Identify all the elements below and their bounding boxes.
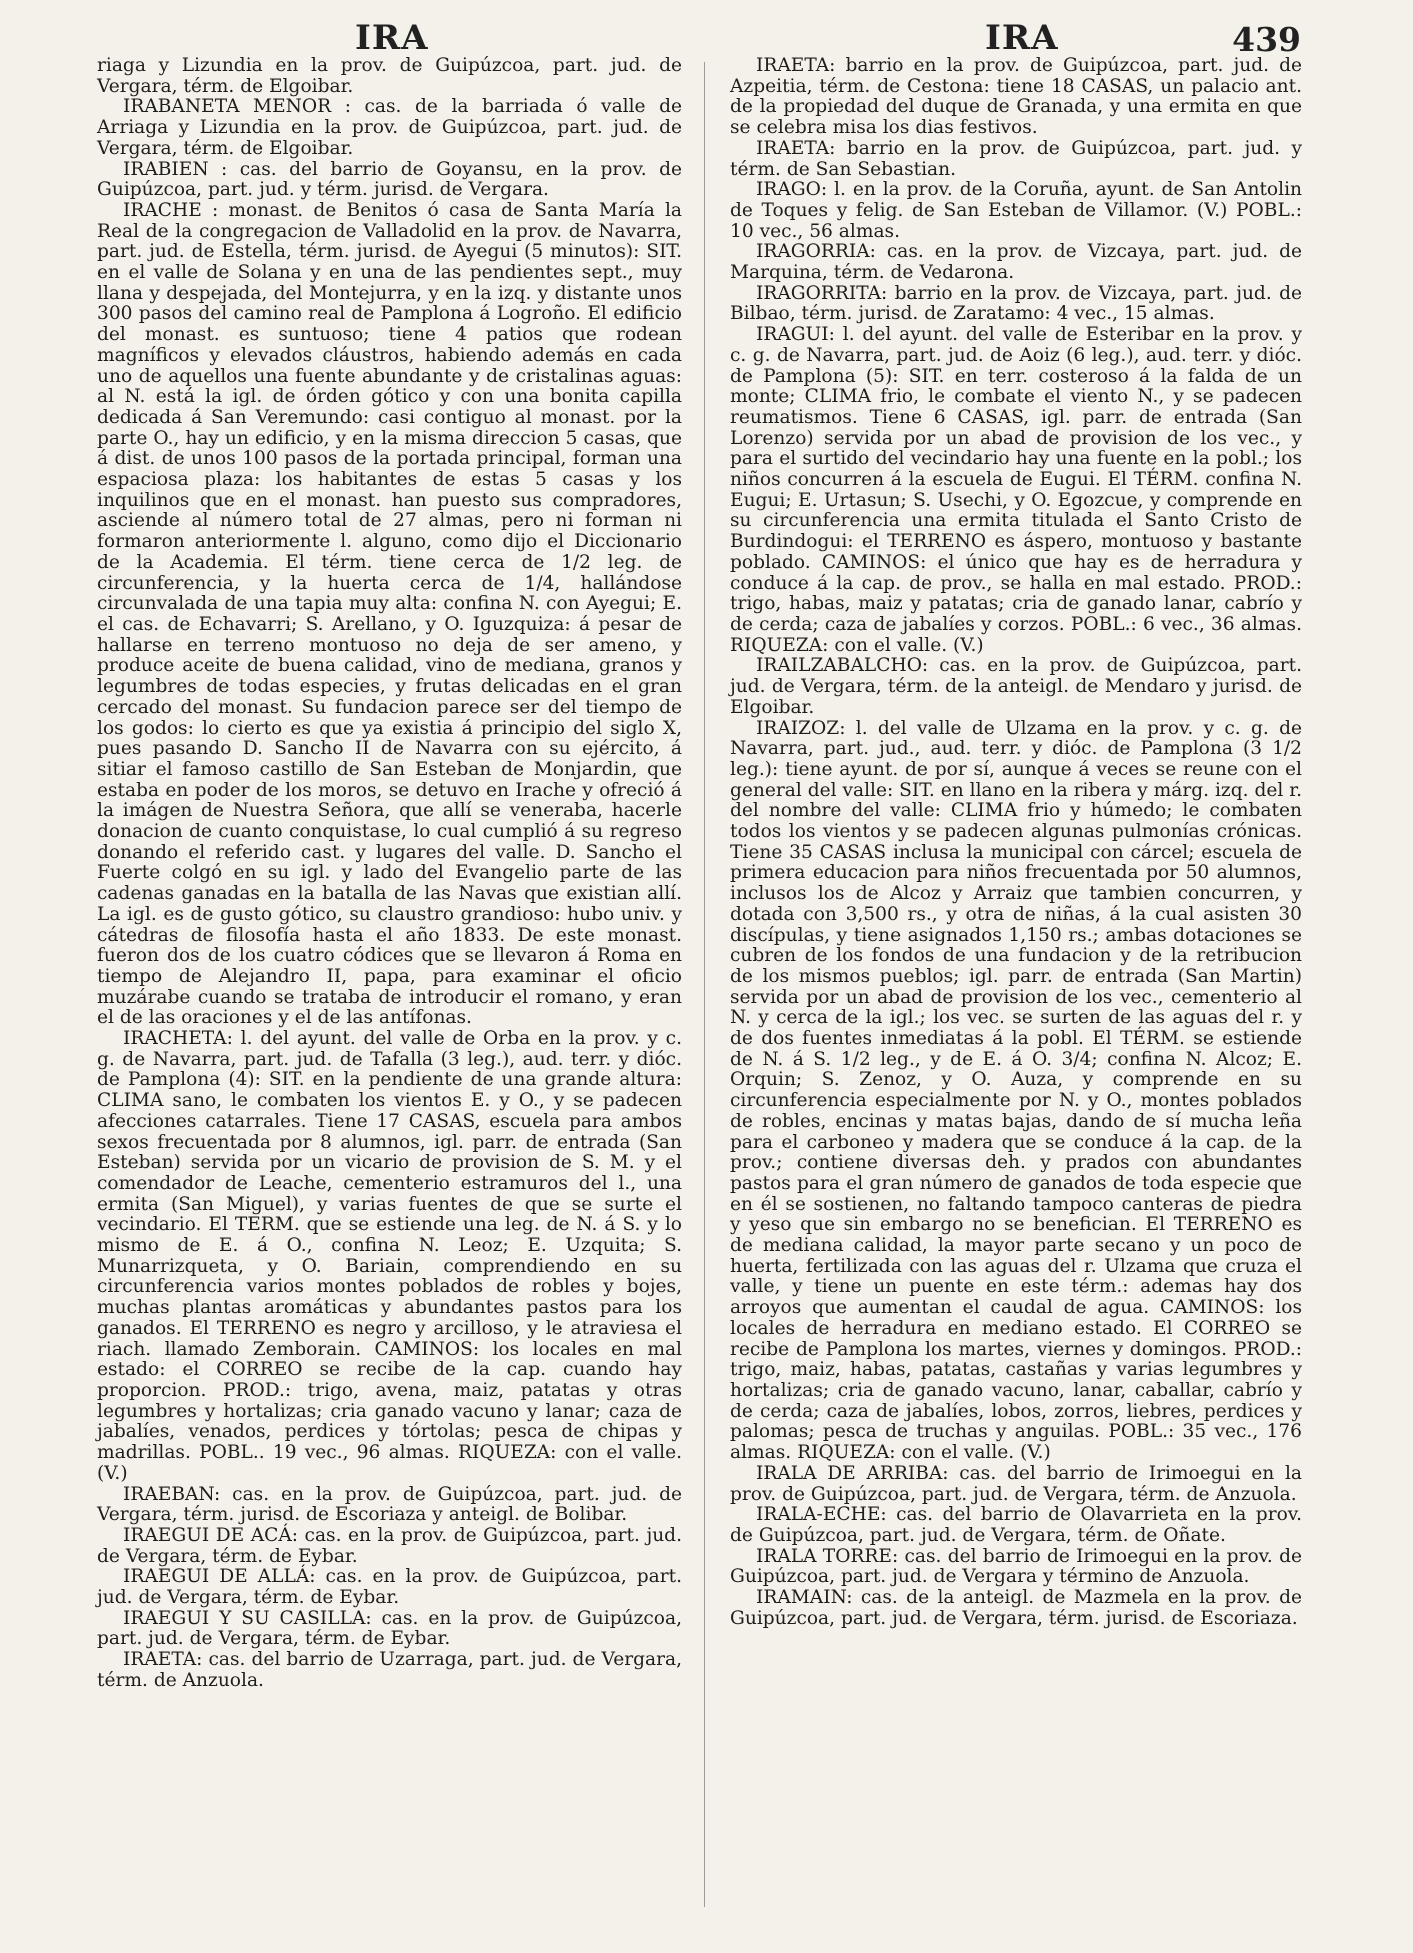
entry-irala-torre: IRALA TORRE: cas. del barrio de Irimoegui en la prov. de Guipúzcoa, part. jud. de Vergara y término de Anzuola. (730, 1545, 1302, 1588)
column-divider (704, 62, 705, 1907)
entry-iraeta-uzarraga: IRAETA: cas. del barrio de Uzarraga, part. jud. de Vergara, térm. de Anzuola. (97, 1649, 682, 1691)
entry-irala-de-arriba: IRALA DE ARRIBA: cas. del barrio de Irimoegui en la prov. de Guipúzcoa, part. jud. de Vergara, térm. de Anzuola. (730, 1462, 1302, 1505)
entry-iragui: IRAGUI: l. del ayunt. del valle de Esteribar en la prov. y c. g. de Navarra, part. jud. de Aoiz (6 leg.), aud. terr. y dióc. de Pamplona (5): SIT. en terr. costeroso á la falda de un monte; CLIMA frio, le combate el viento N., y se padecen reumatismos. Tiene 6 CASAS, igl. parr. de entrada (San Lorenzo) servida por un abad de provision de los vec., y para el surtido del vecindario hay una fuente en la pobl.; los niños concurren á la escuela de Eugui. El TÉRM. confina N. Eugui; E. Urtasun; S. Usechi, y O. Egozcue, y comprende en su circunferencia una ermita titulada el Santo Cristo de Burdindogui: el TERRENO es áspero, montuoso y bastante poblado. CAMINOS: el único que hay es de herradura y conduce á la cap. de prov., se halla en mal estado. PROD.: trigo, habas, maiz y patatas; cria de ganado lanar, cabrío y de cerda; caza de jabalíes y corzos. POBL.: 6 vec., 36 almas. RIQUEZA: con el valle. (V.) (730, 324, 1302, 656)
entry-irache: IRACHE : monast. de Benitos ó casa de Santa María la Real de la congregacion de Valladolid en la prov. de Navarra, part. jud. de Estella, térm. jurisd. de Ayegui (5 minutos): SIT. en el valle de Solana y en una de las pendientes sept., muy llana y despejada, del Montejurra, y en la izq. y distante unos 300 pasos del camino real de Pamplona á Logroño. El edificio del monast. es suntuoso; tiene 4 patios que rodean magníficos y elevados cláustros, habiendo además en cada uno de aquellos una fuente abundante y de cristalinas aguas: al N. está la igl. de órden gótico y con una bonita capilla dedicada á San Veremundo: casi contiguo al monast. por la parte O., hay un edificio, y en la misma direccion 5 casas, que á dist. de unos 100 pasos de la portada principal, forman una espaciosa plaza: los habitantes de estas 5 casas y los inquilinos que en el monast. han puesto sus compradores, asciende al número total de 27 almas, pero ni forman ni formaron anteriormente l. alguno, como dijo el Diccionario de la Academia. El térm. tiene cerca de 1/2 leg. de circunferencia, y la huerta cerca de 1/4, hallándose circunvalada de una tapia muy alta: confina N. con Ayegui; E. el cas. de Echavarri; S. Arellano, y O. Iguzquiza: á pesar de hallarse en terreno montuoso no deja de ser ameno, y produce aceite de buena calidad, vino de mediana, granos y legumbres de todas especies, y frutas delicadas en el gran cercado del monast. Su fundacion parece ser del tiempo de los godos: lo cierto es que ya existia á principio del siglo X, pues pasando D. Sancho II de Navarra con su ejército, á sitiar el famoso castillo de San Esteban de Monjardin, que estaba en poder de los moros, se detuvo en Irache y ofreció á la imágen de Nuestra Señora, que allí se veneraba, hacerle donacion de cuanto conquistase, lo cual cumplió á su regreso donando el referido cast. y lugares del valle. D. Sancho el Fuerte colgó en su igl. y lado del Evangelio parte de las cadenas ganadas en la batalla de las Navas que existian allí. La igl. es de gusto gótico, su claustro grandioso: hubo univ. y cátedras de filosofía hasta el año 1833. De este monast. fueron dos de los cuatro códices que se llevaron á Roma en tiempo de Alejandro II, papa, para examinar el oficio muzárabe cuando se trataba de introducir el romano, y eran el de las oraciones y el de las antífonas. (97, 199, 682, 1029)
entry-iraeban: IRAEBAN: cas. en la prov. de Guipúzcoa, part. jud. de Vergara, térm. jurisd. de Escoriaza y anteigl. de Bolibar. (97, 1483, 682, 1526)
entry-iraeta-azpeitia: IRAETA: barrio en la prov. de Guipúzcoa, part. jud. de Azpeitia, térm. de Cestona: tiene 18 CASAS, un palacio ant. de la propiedad del duque de Granada, y una ermita en que se celebra misa los dias festivos. (730, 55, 1302, 139)
running-head-right: IRA (985, 18, 1059, 58)
entry-iracheta: IRACHETA: l. del ayunt. del valle de Orba en la prov. y c. g. de Navarra, part. jud. de Tafalla (3 leg.), aud. terr. y dióc. de Pamplona (4): SIT. en la pendiente de una grande altura: CLIMA sano, le combaten los vientos E. y O., y se padecen afecciones catarrales. Tiene 17 CASAS, escuela para ambos sexos frecuentada por 8 alumnos, igl. parr. de entrada (San Esteban) servida por un vicario de provision de S. M. y el comendador de Leache, cementerio estramuros del l., una ermita (San Miguel), y varias fuentes de que se surte el vecindario. El TERM. que se estiende una leg. de N. á S. y lo mismo de E. á O., confina N. Leoz; E. Uzquita; S. Munarrizqueta, y O. Bariain, comprendiendo en su circunferencia varios montes poblados de robles y bojes, muchas plantas aromáticas y abundantes pastos para los ganados. El TERRENO es negro y arcilloso, y le atraviesa el riach. llamado Zemborain. CAMINOS: los locales en mal estado: el CORREO se recibe de la cap. cuando hay proporcion. PROD.: trigo, avena, maiz, patatas y otras legumbres y hortalizas; cria ganado vacuno y lanar; caza de jabalíes, venados, perdices y tórtolas; pesca de chipas y madrillas. POBL.. 19 vec., 96 almas. RIQUEZA: con el valle. (V.) (97, 1028, 682, 1484)
entry-iraegui-de-aca: IRAEGUI DE ACÁ: cas. en la prov. de Guipúzcoa, part. jud. de Vergara, térm. de Eybar. (97, 1524, 682, 1567)
entry-iraegui-y-su-casilla: IRAEGUI Y SU CASILLA: cas. en la prov. de Guipúzcoa, part. jud. de Vergara, térm. de Eybar. (97, 1607, 682, 1650)
entry-iraegui-de-alla: IRAEGUI DE ALLÁ: cas. en la prov. de Guipúzcoa, part. jud. de Vergara, térm. de Eybar. (97, 1566, 682, 1609)
right-column (730, 56, 1302, 1629)
entry-iraizoz: IRAIZOZ: l. del valle de Ulzama en la prov. y c. g. de Navarra, part. jud., aud. terr. y dióc. de Pamplona (3 1/2 leg.): tiene ayunt. de por sí, aunque á veces se reune con el general del valle: SIT. en llano en la ribera y márg. izq. del r. del nombre del valle: CLIMA frio y húmedo; le combaten todos los vientos y se padecen algunas pulmonías crónicas. Tiene 35 CASAS inclusa la municipal con cárcel; escuela de primera educacion para niños frecuentada por 50 alumnos, inclusos los de Alcoz y Arraiz que tambien concurren, y dotada con 3,500 rs., y otra de niñas, á la cual asisten 30 discípulas, y tiene asignados 1,150 rs.; ambas dotaciones se cubren de los fondos de una fundacion y de la retribucion de los mismos pueblos; igl. parr. de entrada (San Martin) servida por un abad de provision de los vec., cementerio al N. y cerca de la igl.; los vec. se surten de las aguas del r. y de dos fuentes inmediatas á la pobl. El TÉRM. se estiende de N. á S. 1/2 leg., y de E. á O. 3/4; confina N. Alcoz; E. Orquin; S. Zenoz, y O. Auza, y comprende en su circunferencia especialmente por N. y O., montes poblados de robles, encinas y matas bajas, dando de sí mucha leña para el carboneo y madera que se conduce á la cap. de la prov.; contiene diversas deh. y prados con abundantes pastos para el gran número de ganados de toda especie que en él se sostienen, no faltando tampoco canteras de piedra y yeso que sin embargo no se benefician. El TERRENO es de mediana calidad, la mayor parte secano y un poco de huerta, fertilizada con las aguas del r. Ulzama que cruza el valle, y tiene un puente en este térm.: ademas hay dos arroyos que aumentan el caudal de agua. CAMINOS: los locales de herradura en mediano estado. El CORREO se recibe de Pamplona los martes, viernes y domingos. PROD.: trigo, maiz, habas, patatas, castañas y varias legumbres y hortalizas; cria de ganado vacuno, lanar, caballar, cabrío y de cerda; caza de jabalíes, lobos, zorros, liebres, perdices y palomas; pesca de truchas y anguilas. POBL.: 35 vec., 176 almas. RIQUEZA: con el valle. (V.) (730, 717, 1302, 1464)
entry-iragorria: IRAGORRIA: cas. en la prov. de Vizcaya, part. jud. de Marquina, térm. de Vedarona. (730, 241, 1302, 284)
entry-irabien: IRABIEN : cas. del barrio de Goyansu, en la prov. de Guipúzcoa, part. jud. y térm. jurisd. de Vergara. (97, 158, 682, 201)
left-column (97, 56, 682, 1692)
running-head-left: IRA (355, 18, 429, 58)
page-number: 439 (1232, 20, 1301, 59)
entry-irabaneta-menor: IRABANETA MENOR : cas. de la barriada ó valle de Arriaga y Lizundia en la prov. de Guipúzcoa, part. jud. de Vergara, térm. de Elgoibar. (97, 96, 682, 159)
entry-iramain: IRAMAIN: cas. de la anteigl. de Mazmela en la prov. de Guipúzcoa, part. jud. de Vergara, térm. jurisd. de Escoriaza. (730, 1587, 1302, 1629)
entry-irala-eche: IRALA-ECHE: cas. del barrio de Olavarrieta en la prov. de Guipúzcoa, part. jud. de Vergara, térm. de Oñate. (730, 1504, 1302, 1546)
entry-irago: IRAGO: l. en la prov. de la Coruña, ayunt. de San Antolin de Toques y felig. de San Esteban de Villamor. (V.) POBL.: 10 vec., 56 almas. (730, 179, 1302, 242)
entry-iragorrita: IRAGORRITA: barrio en la prov. de Vizcaya, part. jud. de Bilbao, térm. jurisd. de Zaratamo: 4 vec., 15 almas. (730, 282, 1302, 325)
entry-irailzabalcho: IRAILZABALCHO: cas. en la prov. de Guipúzcoa, part. jud. de Vergara, térm. de la anteigl. de Mendaro y jurisd. de Elgoibar. (730, 655, 1302, 718)
entry-iraeta-san-sebastian: IRAETA: barrio en la prov. de Guipúzcoa, part. jud. y térm. de San Sebastian. (730, 137, 1302, 180)
entry-continuation: riaga y Lizundia en la prov. de Guipúzcoa, part. jud. de Vergara, térm. de Elgoibar. (97, 55, 682, 97)
